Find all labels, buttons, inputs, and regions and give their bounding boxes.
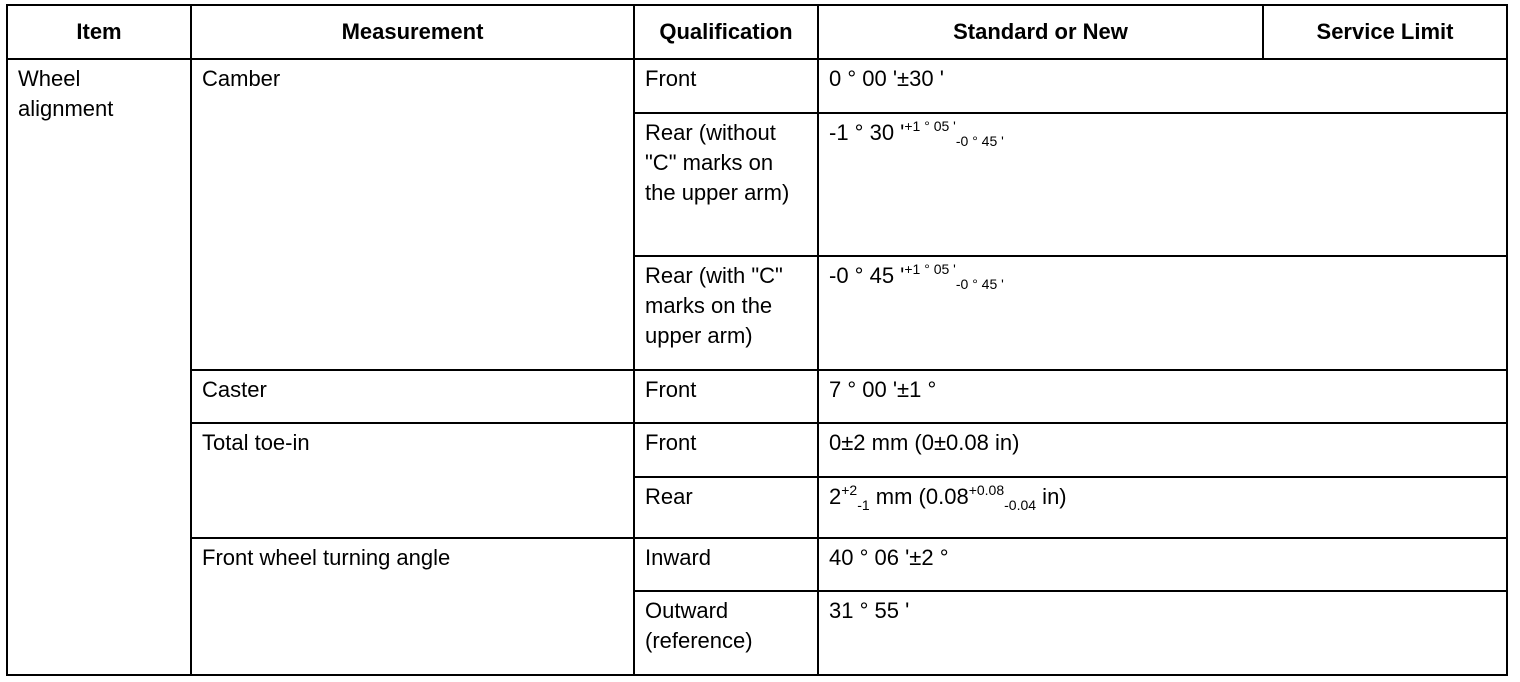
value-camber-rear-with (818, 256, 1507, 370)
value-imperial-upper-tolerance: +0.08 (968, 482, 1005, 498)
value-imperial-base: mm (0.08 (869, 484, 969, 509)
value-base: -0 ° 45 ' (829, 263, 905, 288)
measurement-camber: Camber (191, 59, 634, 370)
value-upper-tolerance: +2 (841, 482, 858, 498)
table-row (7, 423, 1507, 477)
qualification-toe-in-rear: Rear (634, 477, 818, 538)
value-camber-front: 0 ° 00 '±30 ' (818, 59, 1507, 113)
header-measurement: Measurement (191, 5, 634, 59)
measurement-toe-in: Total toe-in (191, 423, 634, 538)
value-base: -1 ° 30 ' (829, 120, 905, 145)
specification-table (6, 4, 1508, 676)
header-row (7, 5, 1507, 59)
value-camber-rear-without (818, 113, 1507, 256)
table-row (7, 59, 1507, 113)
value-imperial-unit: in) (1036, 484, 1067, 509)
value-toe-in-front: 0±2 mm (0±0.08 in) (818, 423, 1507, 477)
value-upper-tolerance: +1 ° 05 ' (904, 118, 956, 134)
value-upper-tolerance: +1 ° 05 ' (904, 261, 956, 277)
value-base: 2 (829, 484, 842, 509)
qualification-turning-outward: Outward (reference) (634, 591, 818, 675)
table-row (7, 370, 1507, 423)
qualification-turning-inward: Inward (634, 538, 818, 591)
value-turning-outward: 31 ° 55 ' (818, 591, 1507, 675)
qualification-camber-front: Front (634, 59, 818, 113)
item-cell: Wheel alignment (7, 59, 191, 675)
value-imperial-lower-tolerance: -0.04 (1004, 497, 1037, 513)
header-service-limit: Service Limit (1263, 5, 1507, 59)
measurement-caster: Caster (191, 370, 634, 423)
header-standard: Standard or New (818, 5, 1263, 59)
value-toe-in-rear (818, 477, 1507, 538)
value-lower-tolerance: -1 (857, 497, 870, 513)
qualification-toe-in-front: Front (634, 423, 818, 477)
qualification-caster-front: Front (634, 370, 818, 423)
value-caster-front: 7 ° 00 '±1 ° (818, 370, 1507, 423)
header-item: Item (7, 5, 191, 59)
header-qualification: Qualification (634, 5, 818, 59)
value-lower-tolerance: -0 ° 45 ' (955, 276, 1004, 292)
qualification-camber-rear-without: Rear (without "C" marks on the upper arm) (634, 113, 818, 256)
qualification-camber-rear-with: Rear (with "C" marks on the upper arm) (634, 256, 818, 370)
measurement-turning-angle: Front wheel turning angle (191, 538, 634, 675)
value-turning-inward: 40 ° 06 '±2 ° (818, 538, 1507, 591)
value-lower-tolerance: -0 ° 45 ' (955, 133, 1004, 149)
table-row (7, 538, 1507, 591)
